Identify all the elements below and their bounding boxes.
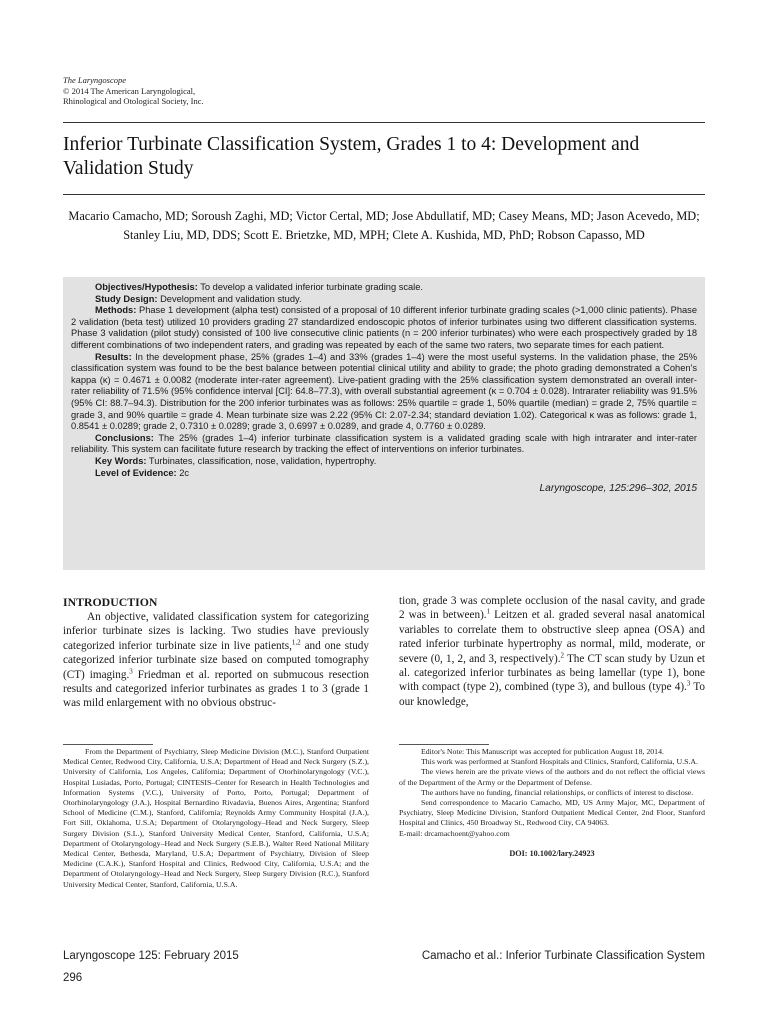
intro-heading: INTRODUCTION [63, 595, 158, 609]
intro-text: Friedman et al. reported on submucous resection results and categorized inferior turbinates as grades 1 to 3 (grade 1 was mild enlargement with no obvious obstruc- [63, 668, 369, 710]
evidence-label: Level of Evidence: [95, 467, 177, 478]
design-label: Study Design: [95, 293, 158, 304]
abstract-keywords [71, 456, 697, 468]
objectives-text: To develop a validated inferior turbinate grading scale. [200, 282, 423, 292]
journal-header [63, 75, 204, 107]
editor-note: Editor's Note: This Manuscript was accepted for publication August 18, 2014. [421, 747, 664, 756]
ref-sup: 1,2 [291, 638, 301, 647]
methods-label: Methods: [95, 305, 137, 316]
ref-sup: 3 [686, 679, 691, 688]
top-rule [63, 122, 705, 123]
page-number: 296 [63, 972, 83, 984]
journal-copyright: © 2014 The American Laryngological, [63, 85, 196, 96]
footer-journal: Laryngoscope 125: February 2015 [63, 950, 239, 962]
abstract-box [63, 277, 705, 570]
conclusions-label: Conclusions: [95, 432, 154, 443]
ref-sup: 2 [560, 650, 565, 659]
affiliations-footnote [63, 747, 369, 890]
methods-text: Phase 1 development (alpha test) consisted of a proposal of 10 different inferior turbinate grading scales (>1,000 clinic patients). Phase 2 validation (beta test) utilized 10 providers grading 27 standardized endoscopic photos of inferior turbinates using two different classification systems. Phase 3 validation (pilot study) consisted of 100 live consecutive clinic patients (n = 200 inferior turbinates) who were each prospectively graded by 18 different combinations of two independent raters, and grading was repeated by each of the same two raters, two separate times for each patient. [71, 305, 697, 350]
ref-sup: 3 [129, 666, 133, 675]
intro-paragraph-cont [399, 594, 705, 709]
citation: Laryngoscope, 125:296–302, 2015 [539, 483, 697, 495]
views-note: The views herein are the private views of the authors and do not reflect the official views of the Department of the Army or the Department of Defense. [399, 767, 705, 787]
abstract-design [71, 294, 697, 306]
intro-text: tion, grade 3 was complete occlusion of the nasal cavity, and grade 2 was in between). [399, 595, 705, 622]
intro-text: An objective, validated classification system for categorizing inferior turbinate sizes is lacking. Two studies have previously categorized inferior turbinate size in live patients, [63, 611, 369, 652]
title-rule [63, 194, 705, 195]
intro-text: To our knowledge, [399, 681, 705, 708]
intro-text: and one study categorized inferior turbinate size based on computed tomography (CT) imaging. [63, 639, 369, 681]
abstract-conclusions [71, 433, 697, 456]
journal-society: Rhinological and Otological Society, Inc. [63, 96, 204, 106]
abstract-results [71, 352, 697, 433]
conclusions-text: The 25% (grades 1–4) inferior turbinate classification system is a validated grading scale with high intrarater and inter-rater reliability. This system can facilitate future research by tracking the effect of interventions on inferior turbinates. [71, 432, 697, 455]
abstract-evidence [71, 468, 697, 480]
intro-paragraph [63, 610, 369, 711]
intro-text: Leitzen et al. graded several nasal anatomical variables to correlate them to obstructive sleep apnea (OSA) and rated inferior turbinate hypertrophy as normal, mild, moderate, or severe (0, 1, 2, and 3, respectively). [399, 609, 705, 665]
author-list: Macario Camacho, MD; Soroush Zaghi, MD; Victor Certal, MD; Jose Abdullatif, MD; Casey Means, MD; Jason Acevedo, MD; Stanley Liu, MD, DDS; Scott E. Brietzke, MD, MPH; Clete A. Kushida, MD, PhD; Robson Capasso, MD [68, 209, 700, 242]
editorial-footnotes [399, 747, 705, 859]
results-text: In the development phase, 25% (grades 1–4) and 33% (grades 1–4) were the most useful systems. In the validation phase, the 25% classification system was found to be the best balance between potential clinical utility and ability to grade; the photo grading demonstrated a Cohen's kappa (κ) = 0.4671 ± 0.0082 (moderate inter-rater agreement). Live-patient grading with the 25% classification system demonstrated an overall inter-rater reliability of 71.5% (95% confidence interval [CI]: 64.8–77.3), with overall substantial agreement (κ = 0.704 ± 0.028). Intrarater reliability was 91.5% (95% CI: 88.7–94.3). Distribution for the 200 inferior turbinates was as follows: 25% quartile = grade 1, 50% quartile (median) = grade 2, 75% quartile = grade 3, and 90% quartile = grade 4. Mean turbinate size was 2.22 (95% CI: 2.07-2.34; standard deviation 1.02). Categorical κ was as follows: grade 1, 0.8541 ± 0.0289; grade 2, 0.7310 ± 0.0289; grade 3, 0.6997 ± 0.0289, and grade 4, 0.7760 ± 0.0289. [71, 351, 697, 432]
doi[interactable]: DOI: 10.1002/lary.24923 [509, 848, 595, 858]
footer-running-title: Camacho et al.: Inferior Turbinate Classification System [421, 950, 705, 962]
performed-note: This work was performed at Stanford Hospitals and Clinics, Stanford, California, U.S.A. [421, 757, 698, 767]
footnote-rule-left [63, 744, 153, 745]
footnote-rule-right [399, 744, 489, 745]
intro-right-column [399, 594, 705, 709]
article-title: Inferior Turbinate Classification System, Grades 1 to 4: Development and Validation Study [63, 134, 640, 179]
abstract-methods [71, 305, 697, 351]
abstract-objectives [71, 282, 697, 294]
keywords-label: Key Words: [95, 455, 147, 466]
evidence-text: 2c [179, 467, 190, 478]
design-text: Development and validation study. [160, 293, 302, 304]
intro-text: The CT scan study by Uzun et al. categorized inferior turbinates as being lamellar (type 1), bone with compact (type 2), combined (type 3), and bullous (type 4). [399, 652, 705, 694]
intro-left-column [63, 594, 369, 711]
objectives-label: Objectives/Hypothesis: [95, 282, 198, 292]
correspondence-note: Send correspondence to Macario Camacho, MD, US Army Major, MC, Department of Psychiatry, Sleep Medicine Division, Stanford Outpatient Medical Center, 2nd Floor, Stanford Hospital and Clinics, 450 Broadway St., Redwood City, CA 94063. [399, 798, 705, 828]
keywords-text: Turbinates, classification, nose, validation, hypertrophy. [148, 455, 377, 466]
results-label: Results: [95, 351, 132, 362]
funding-note: The authors have no funding, financial relationships, or conflicts of interest to disclose. [421, 787, 694, 797]
email-note[interactable]: E-mail: drcamachoent@yahoo.com [399, 828, 510, 838]
journal-name: The Laryngoscope [63, 75, 127, 85]
ref-sup: 1 [486, 607, 491, 616]
affiliations-text: From the Department of Psychiatry, Sleep Medicine Division (M.C.), Stanford Outpatient Medical Center, Redwood City, California, U.S.A; Department of Head and Neck Surgery (S.Z.), University of California, Los Angeles, California; Department of Otorhinolaryngology (V.C.), Hospital Lusiadas, Porto, Portugal; CINTESIS–Center for Research in Health Technologies and Information Systems (V.C.), University of Porto, Porto, Portugal; Department of Otorhinolaryngology (J.A.), Hospital Bernardino Rivadavia, Buenos Aires, Argentina; Stanford School of Medicine (C.M.), Stanford, California; Reynolds Army Community Hospital (J.A.), Fort Sill, Oklahoma, U.S.A; Department of Otolaryngology–Head and Neck Surgery, Sleep Surgery Division (S.L.), Stanford University Medical Center, Stanford, California, U.S.A; Department of Otolaryngology–Head and Neck Surgery (S.E.B.), Walter Reed National Military Medical Center, Bethesda, Maryland, U.S.A; Department of Psychiatry, Division of Sleep Medicine (C.A.K.), Stanford Hospital and Clinics, Redwood City, California, U.S.A; and the Department of Otolaryngology–Head and Neck Surgery, Sleep Surgery Division (R.C.), Stanford University Medical Center, Stanford, California, U.S.A. [63, 747, 369, 889]
